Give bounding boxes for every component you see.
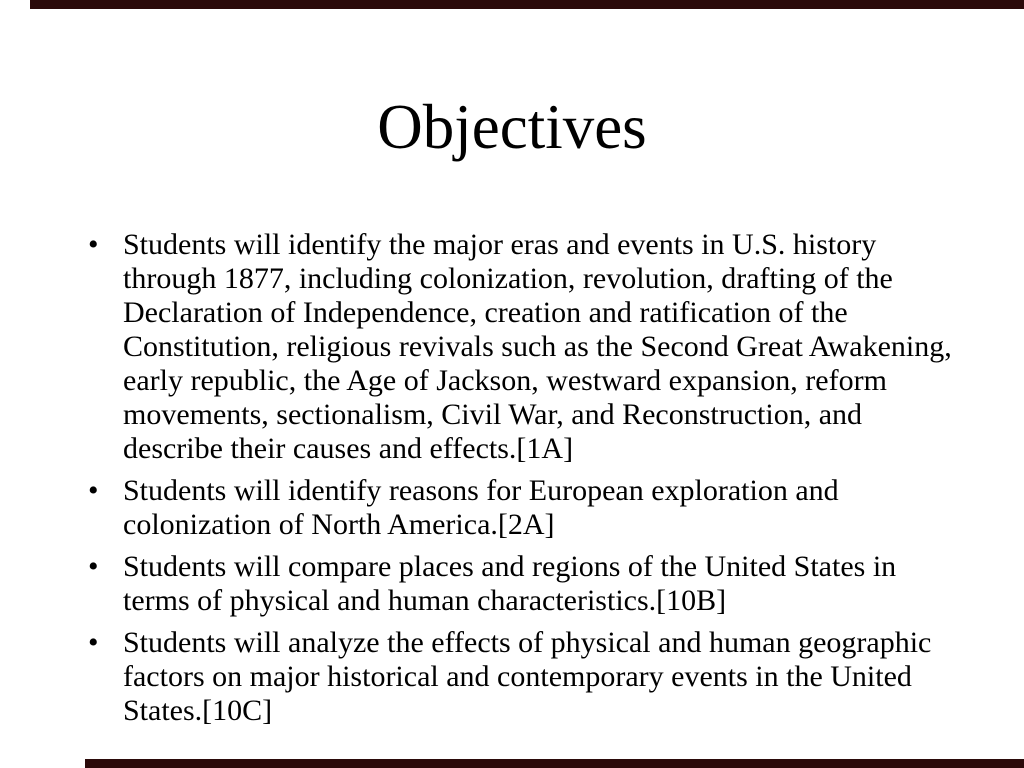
bullet-icon: • [88,474,99,507]
bullet-icon: • [88,228,99,261]
objective-text: Students will identify the major eras and events in U.S. history through 1877, including colonization, revolution, drafting of the Declaration of Independence, creation and ratification of the Constitution, religious revivals such as the Second Great Awakening, early republic, the Age of Jackson, westward expansion, reform movements, sectionalism, Civil War, and Reconstruction, and describe their causes and effects.[1A] [123,228,952,465]
objective-item [88,626,953,728]
top-edge-bar [30,0,1024,9]
bullet-icon: • [88,550,99,583]
objective-item [88,228,953,466]
objective-text: Students will analyze the effects of physical and human geographic factors on major historical and contemporary events in the United States.[10C] [123,626,932,727]
objective-text: Students will compare places and regions of the United States in terms of physical and human characteristics.[10B] [123,550,897,617]
slide-title: Objectives [377,92,647,162]
objective-item [88,474,953,542]
objectives-list [88,228,953,736]
objective-item [88,550,953,618]
objective-text: Students will identify reasons for European exploration and colonization of North America.[2A] [123,474,839,541]
bottom-edge-bar [85,759,1024,768]
bullet-icon: • [88,626,99,659]
